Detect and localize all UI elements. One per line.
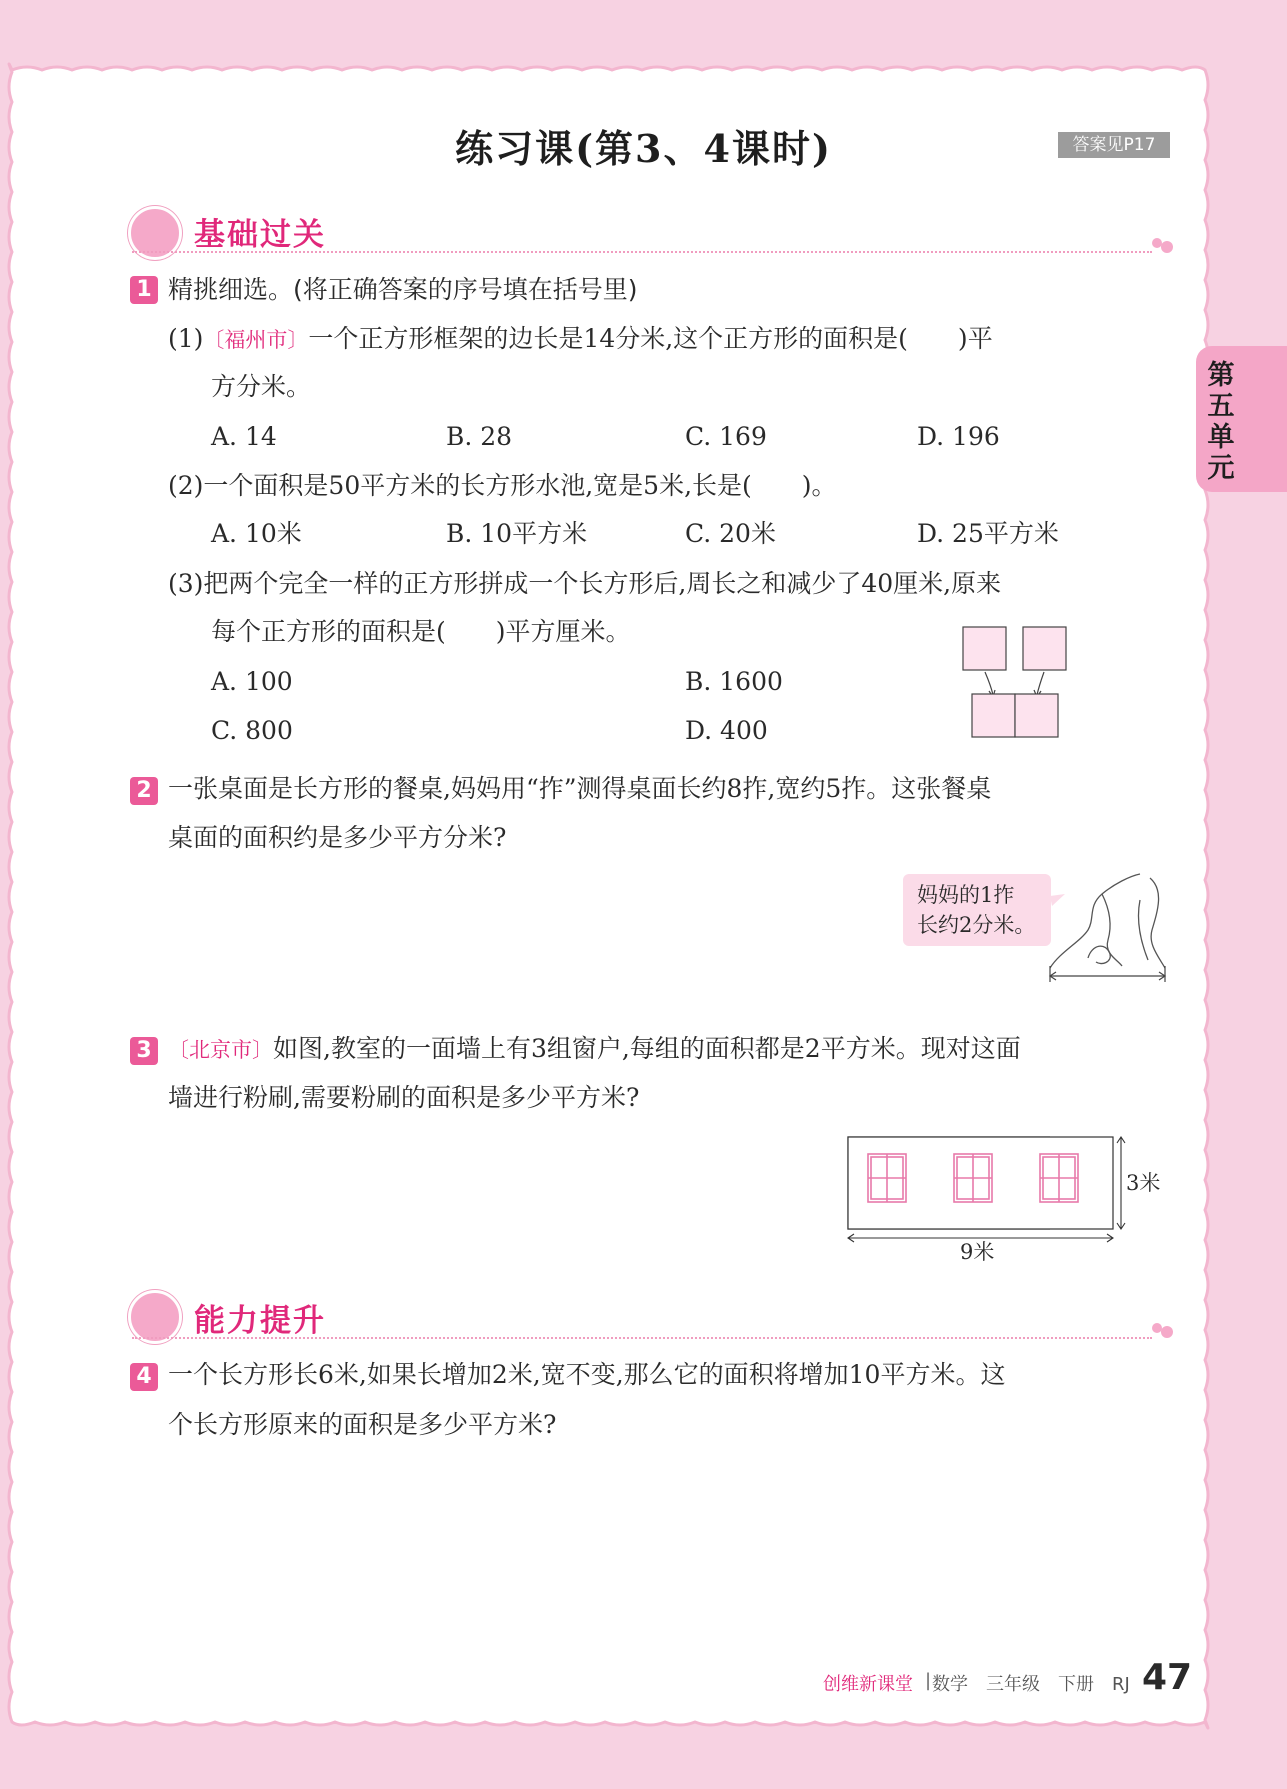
q3-line1 [168, 1034, 1021, 1065]
section-divider [132, 251, 1152, 253]
joined-square-right [1015, 694, 1058, 737]
q1-sub1-line1 [168, 324, 993, 355]
q1-sub1-text: 一个正方形框架的边长是14分米,这个正方形的面积是( )平 [308, 324, 993, 353]
q2-line1: 一张桌面是长方形的餐桌,妈妈用“拃”测得桌面长约8拃,宽约5拃。这张餐桌 [168, 774, 992, 803]
question-number-3: 3 [130, 1037, 158, 1065]
q3-line2: 墙进行粉刷,需要粉刷的面积是多少平方米? [168, 1083, 640, 1112]
q1-sub2-option-d: D. 25平方米 [917, 519, 1059, 548]
two-squares-diagram [955, 620, 1075, 740]
q1-sub1-prefix: (1) [168, 324, 204, 353]
section-divider [132, 1337, 1152, 1339]
q4-line1: 一个长方形长6米,如果长增加2米,宽不变,那么它的面积将增加10平方米。这 [168, 1360, 1006, 1389]
speech-bubble [903, 874, 1051, 946]
section-heading-basic: 基础过关 [194, 217, 326, 253]
bubble-line2: 长约2分米。 [917, 913, 1036, 937]
q1-sub1-option-d: D. 196 [917, 422, 1000, 451]
q1-sub2-option-a: A. 10米 [211, 519, 302, 548]
bubble-line1: 妈妈的1拃 [917, 883, 1015, 907]
q1-sub2-option-b: B. 10平方米 [446, 519, 588, 548]
answer-reference-tag: 答案见P17 [1058, 132, 1170, 158]
page-title: 练习课(第3、4课时) [455, 126, 832, 171]
footer-brand: 创维新课堂 [823, 1674, 913, 1695]
divider-dot-icon [1161, 1326, 1173, 1338]
wall-diagram-full [840, 1132, 1170, 1272]
q4-line2: 个长方形原来的面积是多少平方米? [168, 1410, 557, 1439]
hand-span-illustration [1040, 870, 1175, 985]
q1-sub2-text: (2)一个面积是50平方米的长方形水池,宽是5米,长是( )。 [168, 471, 837, 500]
bubble-pointer [1050, 894, 1065, 906]
q1-sub3-line2: 每个正方形的面积是( )平方厘米。 [211, 617, 631, 646]
page-number: 47 [1142, 1657, 1193, 1698]
question-number-2: 2 [130, 777, 158, 805]
wall-width-label: 9米 [960, 1240, 995, 1264]
mascot-avatar-icon [128, 1290, 182, 1344]
question-number-4: 4 [130, 1363, 158, 1391]
q1-sub1-region-tag: 〔福州市〕 [203, 328, 309, 352]
unit-side-tab-label: 第五单元 [1207, 360, 1235, 484]
q1-sub2-option-c: C. 20米 [685, 519, 776, 548]
q1-sub3-line1: (3)把两个完全一样的正方形拼成一个长方形后,周长之和减少了40厘米,原来 [168, 569, 1002, 598]
q1-sub1-option-a: A. 14 [211, 422, 277, 451]
wall-height-label: 3米 [1126, 1171, 1161, 1195]
divider-dot-icon [1161, 241, 1173, 253]
q1-sub3-option-a: A. 100 [211, 667, 293, 696]
q1-sub3-option-d: D. 400 [685, 716, 768, 745]
joined-square-left [972, 694, 1015, 737]
q3-text: 如图,教室的一面墙上有3组窗户,每组的面积都是2平方米。现对这面 [273, 1034, 1021, 1063]
q1-sub1-option-b: B. 28 [446, 422, 513, 451]
q3-region-tag: 〔北京市〕 [168, 1038, 273, 1062]
footer-divider: | [925, 1670, 932, 1691]
footer-info: 数学 三年级 下册 RJ [932, 1674, 1130, 1695]
q1-sub3-option-c: C. 800 [211, 716, 293, 745]
q1-stem: 精挑细选。(将正确答案的序号填在括号里) [168, 275, 638, 304]
square-left [963, 627, 1006, 670]
question-number-1: 1 [130, 276, 158, 304]
q1-sub1-option-c: C. 169 [685, 422, 767, 451]
section-heading-advanced: 能力提升 [194, 1303, 326, 1339]
square-right [1023, 627, 1066, 670]
q1-sub3-option-b: B. 1600 [685, 667, 783, 696]
q1-sub1-line2: 方分米。 [211, 372, 312, 401]
q2-line2: 桌面的面积约是多少平方分米? [168, 823, 507, 852]
